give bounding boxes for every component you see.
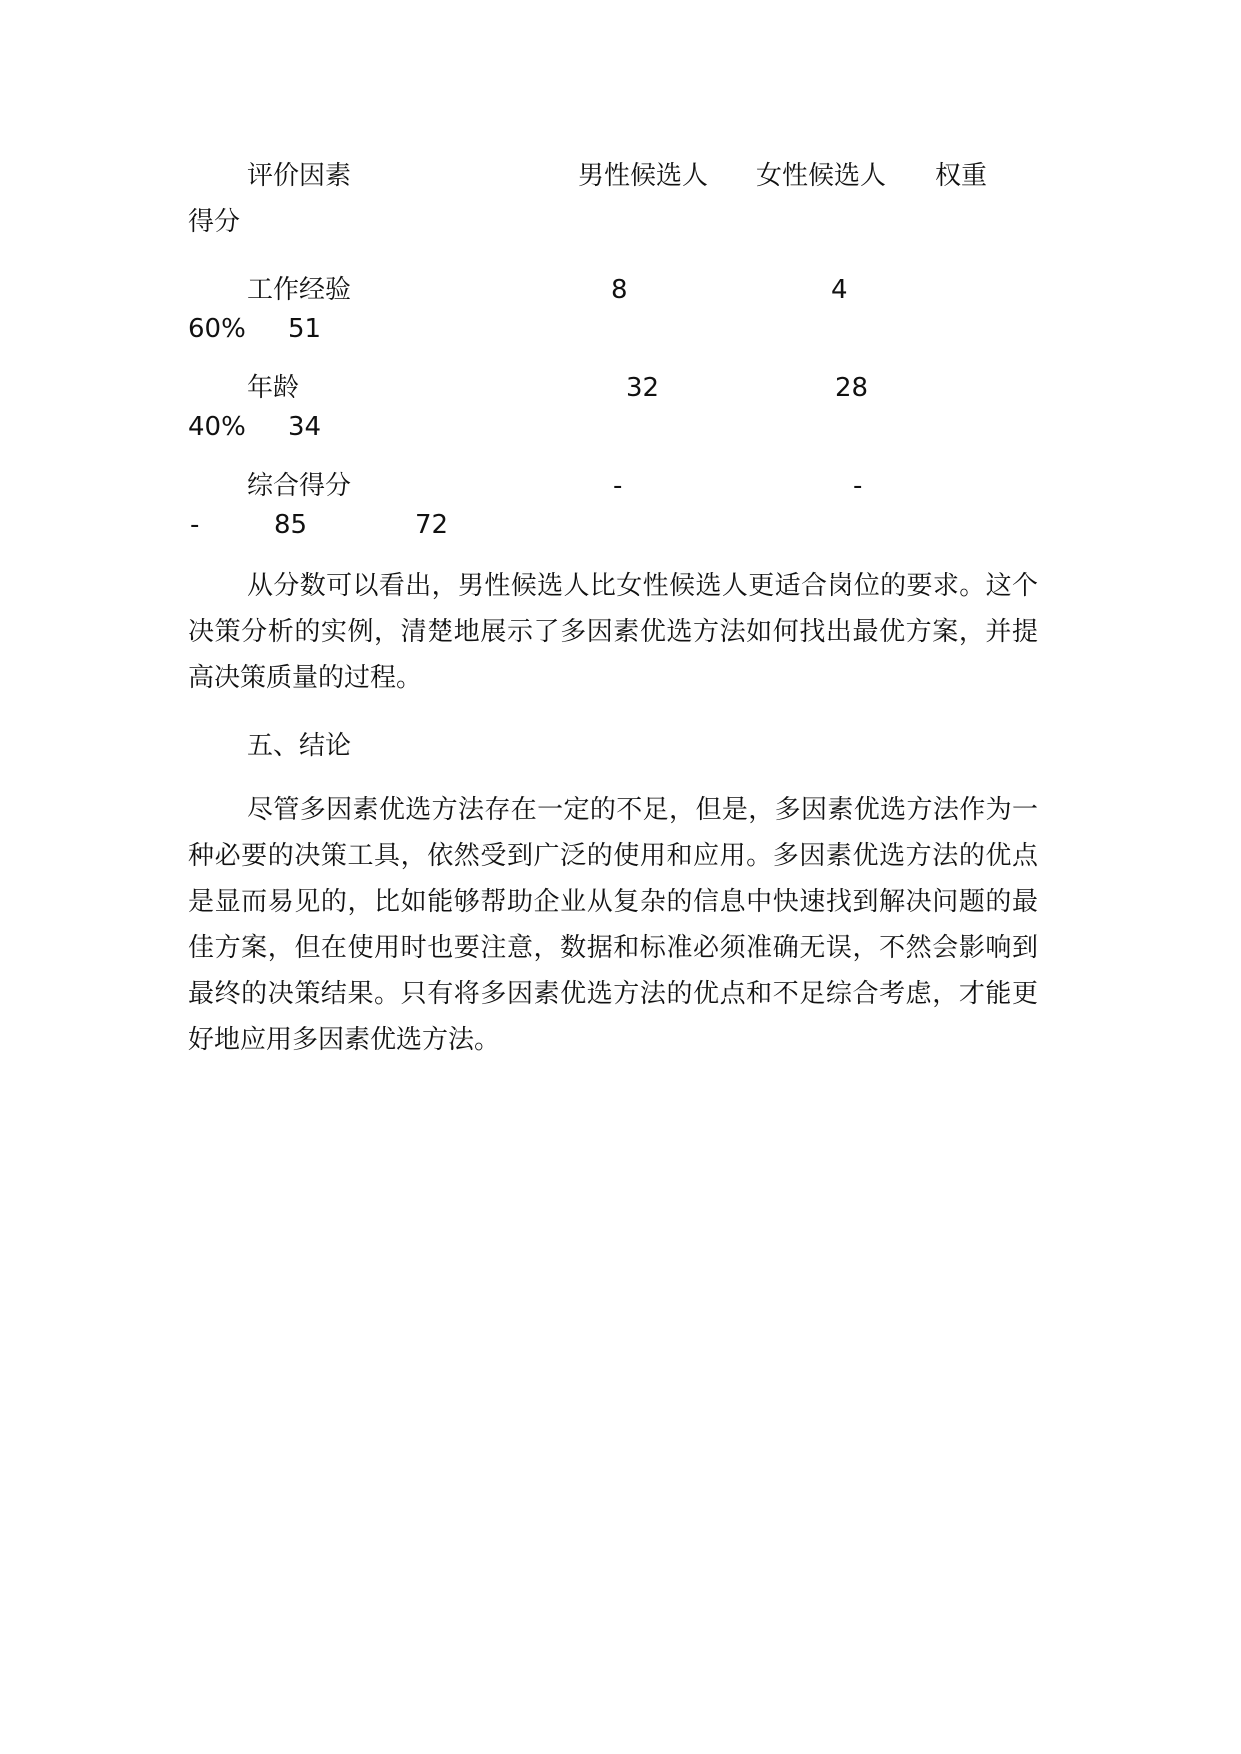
row-female-value: 28 [835, 373, 869, 403]
row-factor: 年龄 [247, 373, 300, 403]
total-male-score: 85 [274, 510, 308, 540]
header-female-candidate: 女性候选人 [756, 161, 887, 191]
row-factor: 工作经验 [247, 275, 352, 305]
total-female-score: 72 [415, 510, 449, 540]
row-weight: 40% [188, 412, 246, 442]
total-factor: 综合得分 [247, 471, 352, 501]
row-weight: 60% [188, 314, 246, 344]
header-weight: 权重 [935, 161, 988, 191]
total-weight: - [190, 510, 200, 540]
row-male-value: 8 [611, 275, 628, 305]
header-factor: 评价因素 [247, 161, 352, 191]
row-female-value: 4 [831, 275, 848, 305]
row-male-value: 32 [626, 373, 660, 403]
total-female-value: - [853, 471, 863, 501]
conclusion-paragraph: 尽管多因素优选方法存在一定的不足，但是，多因素优选方法作为一种必要的决策工具，依然受到广泛的使用和应用。多因素优选方法的优点是显而易见的，比如能够帮助企业从复杂的信息中快速找到解决问题的最佳方案，但在使用时也要注意，数据和标准必须准确无误，不然会影响到最终的决策结果。只有将多因素优选方法的优点和不足综合考虑，才能更好地应用多因素优选方法。 [188, 795, 1038, 1055]
row-score: 34 [288, 412, 322, 442]
analysis-paragraph: 从分数可以看出，男性候选人比女性候选人更适合岗位的要求。这个决策分析的实例，清楚地展示了多因素优选方法如何找出最优方案，并提高决策质量的过程。 [188, 571, 1038, 693]
total-male-value: - [613, 471, 623, 501]
header-male-candidate: 男性候选人 [578, 161, 709, 191]
row-score: 51 [288, 314, 322, 344]
section-heading: 五、结论 [247, 731, 352, 761]
header-score: 得分 [188, 207, 241, 237]
